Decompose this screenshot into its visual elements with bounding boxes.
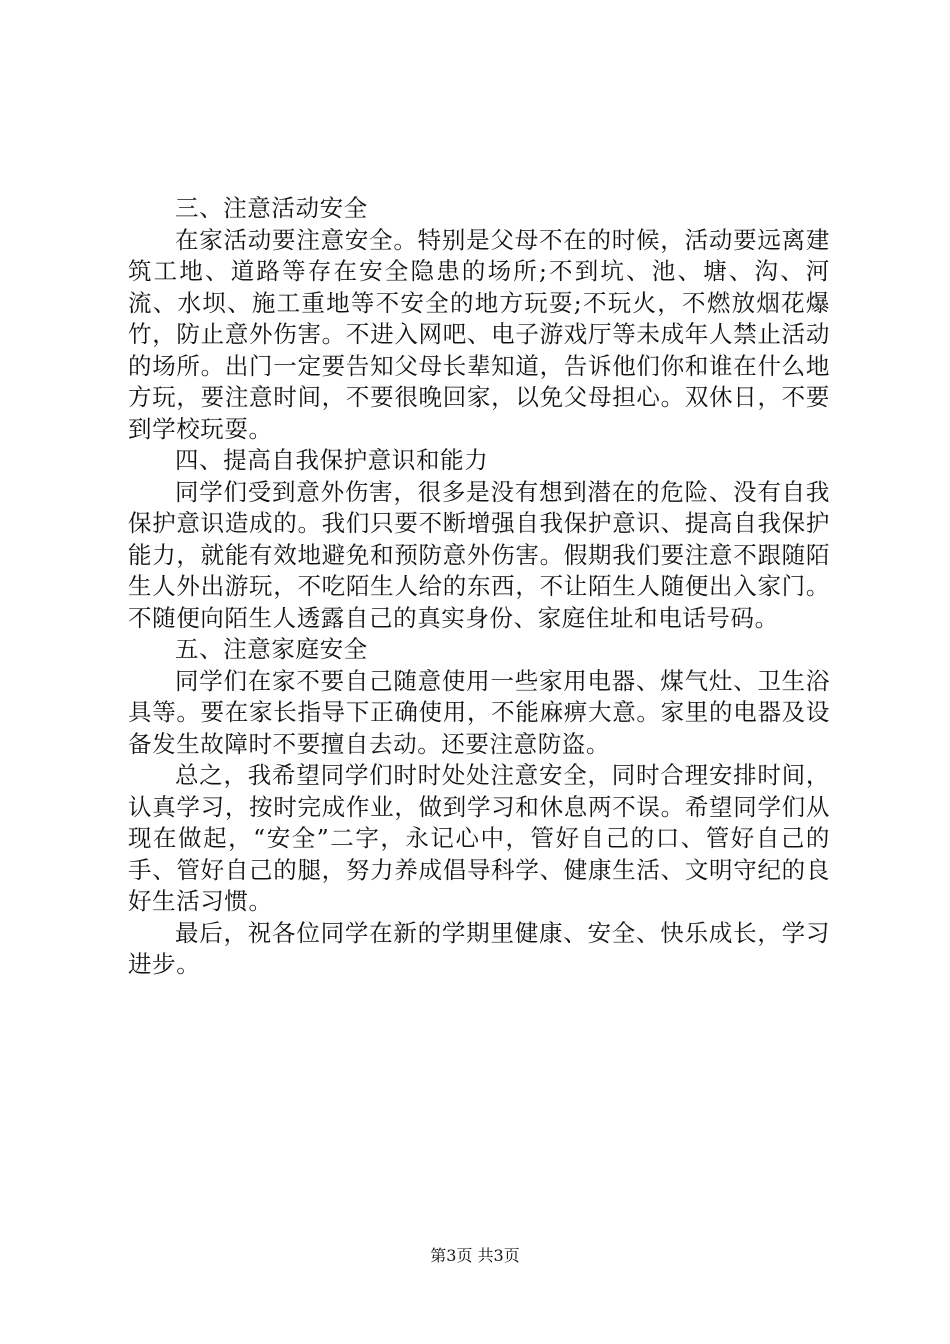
paragraph-self-protection: 同学们受到意外伤害，很多是没有想到潜在的危险、没有自我保护意识造成的。我们只要不断增强自我保护意识、提高自我保护能力，就能有效地避免和预防意外伤害。假期我们要注意不跟随陌生人外出游玩，不吃陌生人给的东西，不让陌生人随便出入家门。不随便向陌生人透露自己的真实身份、家庭住址和电话号码。 bbox=[128, 477, 830, 632]
section-heading-activity-safety: 三、注意活动安全 bbox=[175, 194, 368, 222]
document-body bbox=[128, 193, 830, 981]
paragraph-closing: 最后，祝各位同学在新的学期里健康、安全、快乐成长，学习进步。 bbox=[128, 918, 830, 978]
paragraph-activity-safety: 在家活动要注意安全。特别是父母不在的时候，活动要远离建筑工地、道路等存在安全隐患的场所;不到坑、池、塘、沟、河流、水坝、施工重地等不安全的地方玩耍;不玩火，不燃放烟花爆竹，防止意外伤害。不进入网吧、电子游戏厅等未成年人禁止活动的场所。出门一定要告知父母长辈知道，告诉他们你和谁在什么地方玩，要注意时间，不要很晚回家，以免父母担心。双休日，不要到学校玩耍。 bbox=[128, 225, 830, 443]
page-number-footer: 第3页 共3页 bbox=[430, 1246, 520, 1265]
section-heading-home-safety: 五、注意家庭安全 bbox=[175, 635, 368, 663]
paragraph-home-safety: 同学们在家不要自己随意使用一些家用电器、煤气灶、卫生浴具等。要在家长指导下正确使用，不能麻痹大意。家里的电器及设备发生故障时不要擅自去动。还要注意防盗。 bbox=[128, 666, 830, 758]
paragraph-summary: 总之，我希望同学们时时处处注意安全，同时合理安排时间，认真学习，按时完成作业，做到学习和休息两不误。希望同学们从现在做起，“安全”二字，永记心中，管好自己的口、管好自己的手、管好自己的腿，努力养成倡导科学、健康生活、文明守纪的良好生活习惯。 bbox=[128, 761, 830, 915]
section-heading-self-protection: 四、提高自我保护意识和能力 bbox=[175, 446, 489, 474]
